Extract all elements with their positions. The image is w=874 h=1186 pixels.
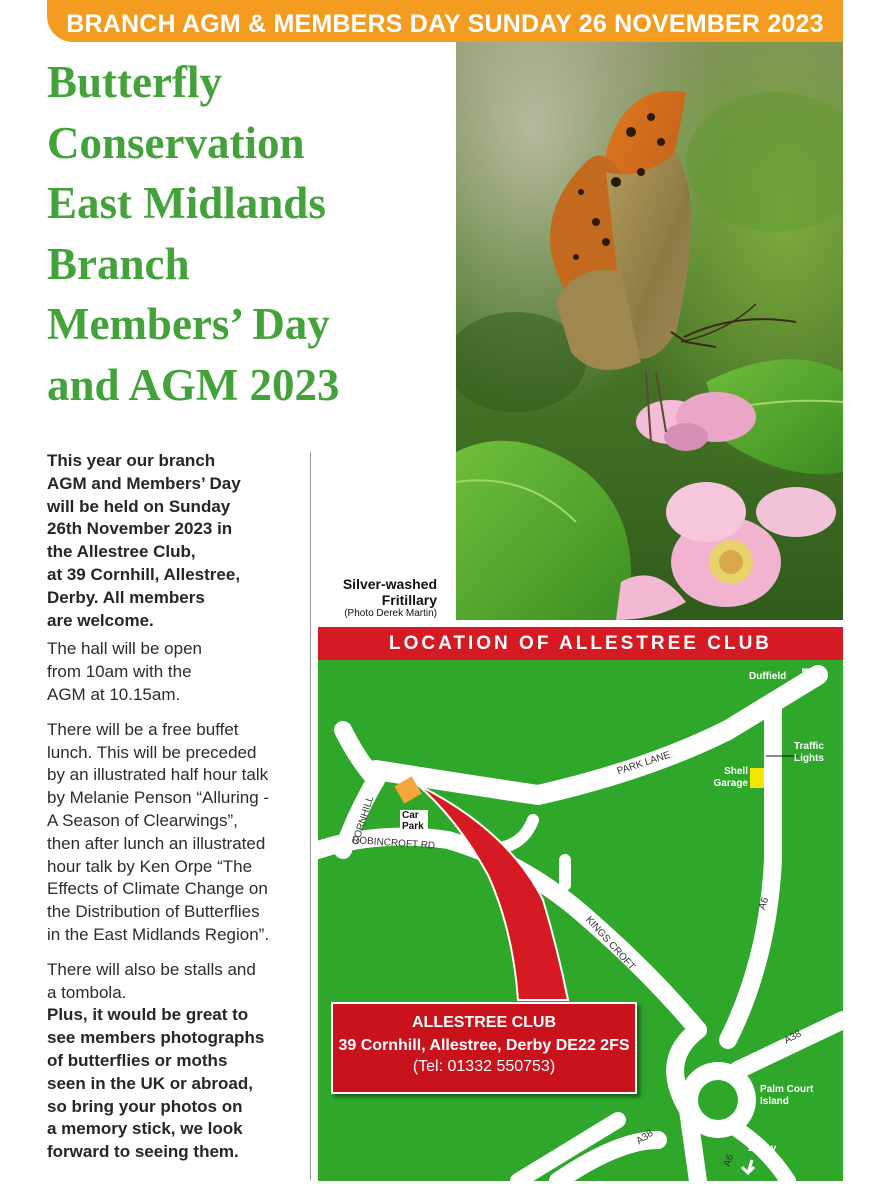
title-line: East Midlands — [47, 178, 326, 228]
label-robincroft: ROBINCROFT RD. — [351, 835, 439, 852]
text-line: the Distribution of Butterflies — [47, 902, 260, 922]
text-line: There will be a free buffet — [47, 719, 239, 739]
buffet-paragraph — [47, 719, 307, 947]
label-kings-croft: KINGS CROFT — [583, 914, 638, 973]
label-palm-court: Palm Court Island — [760, 1084, 814, 1107]
club-telephone: (Tel: 01332 550753) — [412, 1058, 556, 1075]
header-banner: BRANCH AGM & MEMBERS DAY SUNDAY 26 NOVEMBER 2023 — [47, 0, 843, 42]
label-a38-left: A38 — [634, 1127, 656, 1148]
text-line: Effects of Climate Change on — [47, 879, 268, 899]
text-line: A Season of Clearwings”, — [47, 810, 238, 830]
text-line: AGM and Members’ Day — [47, 473, 241, 493]
column-divider — [310, 452, 311, 1180]
club-info-box — [331, 1002, 637, 1094]
text-line: The hall will be open — [47, 639, 202, 659]
text-line: by an illustrated half hour talk — [47, 765, 269, 785]
hall-paragraph — [47, 638, 307, 706]
title-line: Conservation — [47, 117, 305, 168]
title-line: and AGM 2023 — [47, 359, 340, 410]
text-line: This year our branch — [47, 451, 216, 470]
article-body — [47, 450, 307, 1176]
text-line: hour talk by Ken Orpe “The — [47, 856, 253, 876]
text-line: lunch. This will be preceded — [47, 742, 257, 762]
page-title — [47, 52, 447, 415]
caption-species — [327, 576, 437, 608]
text-line: are welcome. — [47, 610, 154, 630]
text-line: from 10am with the — [47, 662, 192, 682]
text-line: of butterflies or moths — [47, 1050, 228, 1070]
text-line: a memory stick, we look — [47, 1119, 243, 1139]
text-line: will be held on Sunday — [47, 496, 231, 516]
label-duffield: Duffield — [749, 671, 787, 682]
photo-caption — [327, 576, 437, 620]
intro-paragraph — [47, 450, 307, 632]
caption-credit: (Photo Derek Martin) — [344, 608, 437, 619]
label-park-lane: PARK LANE — [615, 749, 672, 778]
text-line: AGM at 10.15am. — [47, 684, 181, 704]
club-name: ALLESTREE CLUB — [412, 1014, 556, 1031]
title-line: Branch — [47, 238, 190, 289]
text-line: so bring your photos on — [47, 1096, 243, 1116]
text-line: in the East Midlands Region”. — [47, 924, 270, 944]
label-a6-upper: A6 — [756, 895, 772, 912]
text-line: Derby. All members — [47, 587, 205, 607]
map-header: LOCATION OF ALLESTREE CLUB — [318, 627, 843, 660]
label-cornhill: CORNHILL — [350, 794, 377, 847]
label-a6-lower: A6 — [721, 1152, 737, 1169]
text-line: a tombola. — [47, 982, 127, 1002]
title-line: Butterfly — [47, 57, 222, 107]
text-line: see members photographs — [47, 1028, 265, 1048]
text-line: There will also be stalls and — [47, 959, 256, 979]
label-car-park: Car Park — [400, 810, 428, 832]
label-a38-right: A38 — [782, 1028, 804, 1047]
text-line: 26th November 2023 in — [47, 519, 233, 539]
label-shell-garage: Shell Garage — [713, 766, 748, 789]
text-line: Plus, it would be great to — [47, 1005, 249, 1025]
closing-paragraph — [47, 1004, 307, 1164]
caption-species-text: Silver-washed Fritillary — [342, 576, 437, 608]
label-derby: Derby — [748, 1143, 777, 1154]
text-line: by Melanie Penson “Alluring - — [47, 788, 270, 808]
butterfly-photo — [456, 42, 843, 620]
shell-garage-marker — [750, 768, 764, 788]
text-line: at 39 Cornhill, Allestree, — [47, 564, 241, 584]
title-line: Members’ Day — [47, 299, 330, 349]
text-line: then after lunch an illustrated — [47, 833, 266, 853]
text-line: seen in the UK or abroad, — [47, 1073, 253, 1093]
stalls-paragraph — [47, 959, 307, 1005]
location-map — [318, 660, 843, 1181]
butterfly-illustration — [456, 42, 843, 620]
text-line: forward to seeing them. — [47, 1142, 239, 1162]
club-address: 39 Cornhill, Allestree, Derby DE22 2FS — [338, 1037, 630, 1054]
text-line: the Allestree Club, — [47, 542, 196, 562]
label-traffic-lights: Traffic Lights — [793, 741, 824, 764]
